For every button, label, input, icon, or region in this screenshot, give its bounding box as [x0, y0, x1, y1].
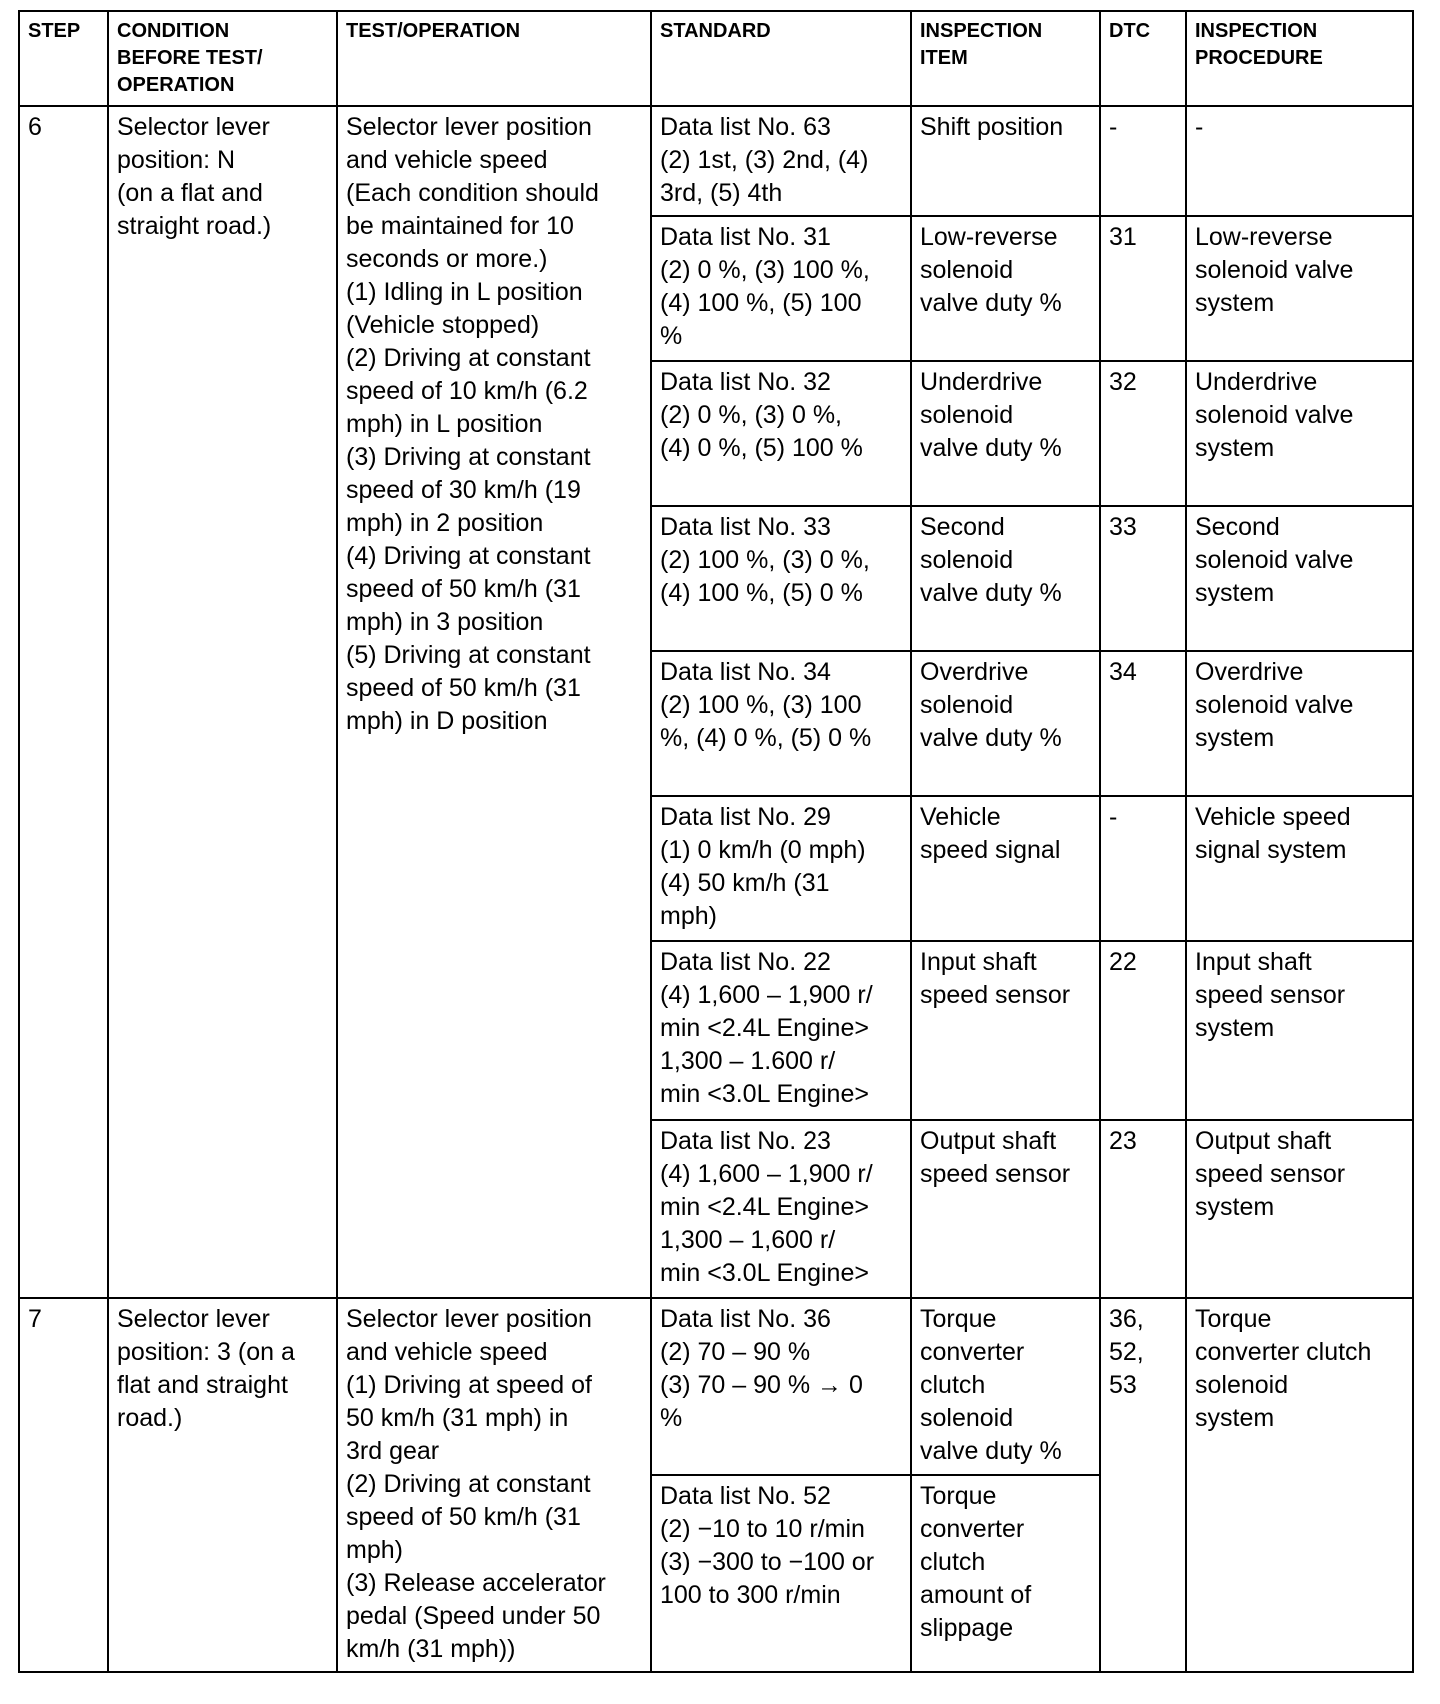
header-row [19, 11, 1413, 106]
inspection-item-cell: Low-reverse solenoid valve duty % [911, 216, 1100, 361]
inspection-item-cell: Vehicle speed signal [911, 796, 1100, 941]
procedure-cell: - [1186, 106, 1413, 216]
dtc-cell: 22 [1100, 941, 1186, 1120]
inspection-item-cell: Overdrive solenoid valve duty % [911, 651, 1100, 796]
header-condition: CONDITION BEFORE TEST/ OPERATION [108, 11, 337, 106]
header-standard: STANDARD [651, 11, 911, 106]
procedure-cell: Second solenoid valve system [1186, 506, 1413, 651]
dtc-cell: 31 [1100, 216, 1186, 361]
table-row [19, 106, 1413, 216]
inspection-item-cell: Torque converter clutch solenoid valve duty % [911, 1298, 1100, 1475]
standard-cell: Data list No. 29 (1) 0 km/h (0 mph) (4) 50 km/h (31 mph) [651, 796, 911, 941]
standard-cell: Data list No. 31 (2) 0 %, (3) 100 %, (4) 100 %, (5) 100 % [651, 216, 911, 361]
standard-cell: Data list No. 22 (4) 1,600 – 1,900 r/ min <2.4L Engine> 1,300 – 1.600 r/ min <3.0L Engine> [651, 941, 911, 1120]
step-6-test-operation: Selector lever position and vehicle speed (Each condition should be maintained for 10 seconds or more.) (1) Idling in L position (Vehicle stopped) (2) Driving at constant speed of 10 km/h (6.2 mph) in L position (3) Driving at constant speed of 30 km/h (19 mph) in 2 position (4) Driving at constant speed of 50 km/h (31 mph) in 3 position (5) Driving at constant speed of 50 km/h (31 mph) in D position [337, 106, 651, 1298]
procedure-cell: Low-reverse solenoid valve system [1186, 216, 1413, 361]
standard-cell: Data list No. 33 (2) 100 %, (3) 0 %, (4) 100 %, (5) 0 % [651, 506, 911, 651]
dtc-cell: 32 [1100, 361, 1186, 506]
dtc-cell: 33 [1100, 506, 1186, 651]
inspection-item-cell: Shift position [911, 106, 1100, 216]
dtc-cell: - [1100, 106, 1186, 216]
step-7-number: 7 [19, 1298, 108, 1672]
step-7-procedure: Torque converter clutch solenoid system [1186, 1298, 1413, 1672]
dtc-cell: 34 [1100, 651, 1186, 796]
header-step: STEP [19, 11, 108, 106]
spec-sheet [18, 10, 1412, 1673]
procedure-cell: Input shaft speed sensor system [1186, 941, 1413, 1120]
dtc-cell: 23 [1100, 1120, 1186, 1298]
step-6-condition: Selector lever position: N (on a flat and straight road.) [108, 106, 337, 1298]
dtc-cell: - [1100, 796, 1186, 941]
header-inspection-procedure: INSPECTION PROCEDURE [1186, 11, 1413, 106]
header-test-operation: TEST/OPERATION [337, 11, 651, 106]
standard-cell: Data list No. 23 (4) 1,600 – 1,900 r/ min <2.4L Engine> 1,300 – 1,600 r/ min <3.0L Engine> [651, 1120, 911, 1298]
header-inspection-item: INSPECTION ITEM [911, 11, 1100, 106]
header-dtc: DTC [1100, 11, 1186, 106]
procedure-cell: Vehicle speed signal system [1186, 796, 1413, 941]
step-7-condition: Selector lever position: 3 (on a flat and straight road.) [108, 1298, 337, 1672]
inspection-table [18, 10, 1414, 1673]
inspection-item-cell: Output shaft speed sensor [911, 1120, 1100, 1298]
standard-cell: Data list No. 34 (2) 100 %, (3) 100 %, (4) 0 %, (5) 0 % [651, 651, 911, 796]
standard-cell: Data list No. 32 (2) 0 %, (3) 0 %, (4) 0 %, (5) 100 % [651, 361, 911, 506]
table-row [19, 1298, 1413, 1475]
step-6-number: 6 [19, 106, 108, 1298]
inspection-item-cell: Torque converter clutch amount of slippage [911, 1475, 1100, 1672]
step-7-test-operation: Selector lever position and vehicle speed (1) Driving at speed of 50 km/h (31 mph) in 3rd gear (2) Driving at constant speed of 50 km/h (31 mph) (3) Release accelerator pedal (Speed under 50 km/h (31 mph)) [337, 1298, 651, 1672]
step-7-dtc: 36, 52, 53 [1100, 1298, 1186, 1672]
inspection-item-cell: Underdrive solenoid valve duty % [911, 361, 1100, 506]
procedure-cell: Output shaft speed sensor system [1186, 1120, 1413, 1298]
procedure-cell: Overdrive solenoid valve system [1186, 651, 1413, 796]
procedure-cell: Underdrive solenoid valve system [1186, 361, 1413, 506]
standard-cell: Data list No. 52 (2) −10 to 10 r/min (3) −300 to −100 or 100 to 300 r/min [651, 1475, 911, 1672]
standard-cell: Data list No. 63 (2) 1st, (3) 2nd, (4) 3rd, (5) 4th [651, 106, 911, 216]
inspection-item-cell: Second solenoid valve duty % [911, 506, 1100, 651]
inspection-item-cell: Input shaft speed sensor [911, 941, 1100, 1120]
standard-cell: Data list No. 36 (2) 70 – 90 % (3) 70 – 90 % → 0 % [651, 1298, 911, 1475]
